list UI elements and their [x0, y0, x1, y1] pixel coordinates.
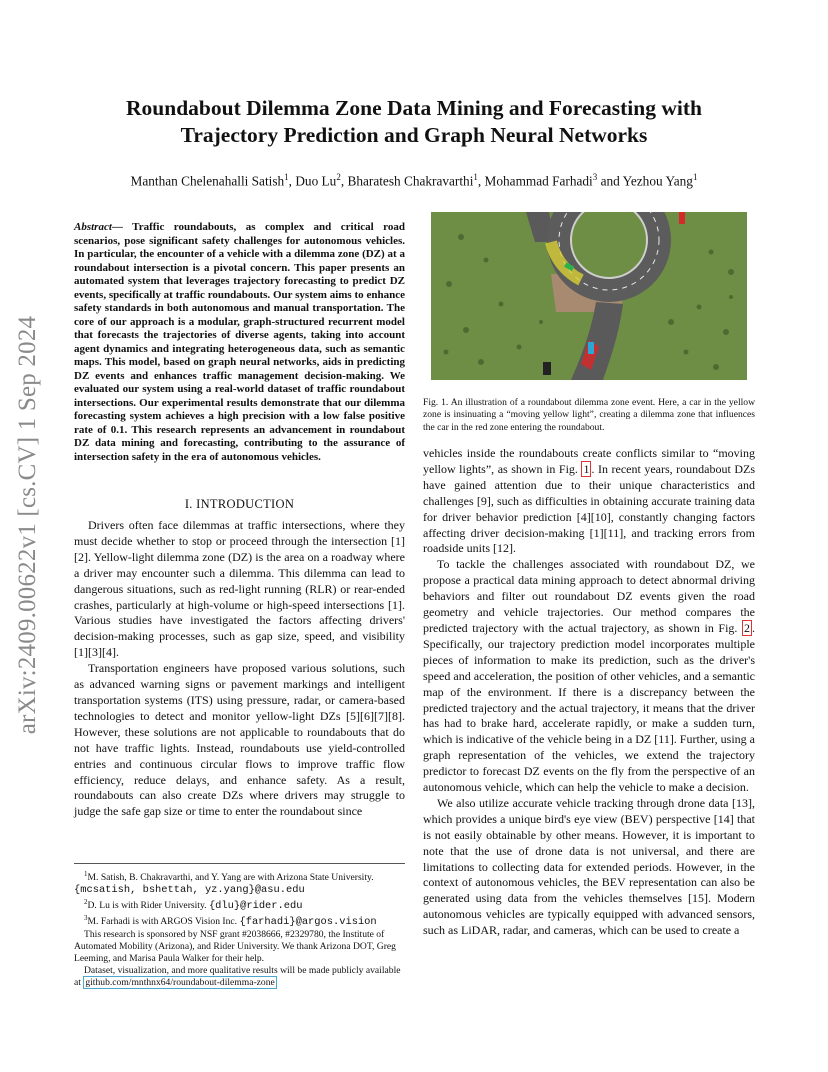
figure-caption: Fig. 1. An illustration of a roundabout dilemma zone event. Here, a car in the yellow zone is insinuating a “moving yellow light”, creating a dilemma zone that influences the car in the red zone entering the roundabout.	[423, 397, 755, 433]
footnote-text: D. Lu is with Rider University.	[87, 900, 207, 912]
footnotes	[74, 863, 405, 989]
author-name: Manthan Chelenahalli Satish	[130, 173, 285, 189]
separator: ,	[288, 173, 296, 189]
separator: ,	[477, 173, 485, 189]
abstract-label: Abstract	[74, 221, 112, 233]
abstract	[74, 221, 405, 464]
figure-reference-link[interactable]: 2	[744, 620, 751, 635]
author-list	[60, 172, 768, 189]
figure-reference-link[interactable]: 1	[583, 461, 590, 476]
separator: and	[597, 173, 623, 189]
dataset-link[interactable]: github.com/mnthnx64/roundabout-dilemma-zone	[85, 976, 275, 988]
footnote	[74, 912, 405, 928]
separator: ,	[340, 173, 348, 189]
author-name: Mohammad Farhadi	[484, 173, 593, 189]
affiliation-mark: 1	[473, 172, 478, 182]
footnote	[74, 896, 405, 912]
footnote	[74, 868, 405, 896]
dataset-note	[74, 965, 405, 989]
author-name: Yezhou Yang	[622, 173, 693, 189]
right-column-body	[423, 446, 755, 939]
paragraph	[423, 446, 755, 557]
affiliation-mark: 2	[336, 172, 341, 182]
email-address: {dlu}@rider.edu	[208, 900, 303, 913]
email-address: {mcsatish, bshettah, yz.yang}@asu.edu	[74, 884, 305, 897]
footnote-mark: 1	[84, 870, 88, 878]
footnote-text: Dataset, visualization, and more qualitative results will be made publicly available at	[74, 964, 401, 988]
paragraph-text: . In recent years, roundabout DZs have gained attention due to their unique characteristics and challenges [9], such as difficulties in obtaining accurate training data for driver behavior prediction [4][10], constantly changing factors affecting driver decision-making [1][11], and tracking errors from roadside units [12].	[423, 461, 756, 556]
paragraph-text: . Specifically, our trajectory prediction model incorporates multiple pieces of information to make its prediction, such as the driver's speed and acceleration, the position of other vehicles, and a semantic map of the environment. If there is a discrepancy between the predicted trajectory and the actual trajectory, it means that the driver has had to brake hard, accelerate rapidly, or make a sudden turn, which is indicative of the vehicle being in a DZ [11]. Further, using a graph representation of the vehicles, we extend the trajectory predictor to forecast DZ events on the fly from the perspective of an autonomous vehicle, which can help the vehicle to make a decision.	[423, 620, 756, 795]
affiliation-mark: 3	[592, 172, 598, 182]
paragraph: Drivers often face dilemmas at traffic intersections, where they must decide whether to stop or proceed through the intersection [1][2]. Yellow-light dilemma zone (DZ) is the area on a roadway where a driver may encounter such a dilemma. This dilemma can lead to dangerous situations, such as red-light running (RLR) or rear-ended crashes, particularly at high-volume or high-speed intersections [1]. Various studies have investigated the factors affecting drivers' decision-making processes, such as gap size, speed, and visibility [1][3][4].	[74, 518, 405, 660]
title-line-1: Roundabout Dilemma Zone Data Mining and Forecasting with	[126, 96, 702, 120]
email-address: {farhadi}@argos.vision	[239, 916, 377, 929]
abstract-text: — Traffic roundabouts, as complex and critical road scenarios, pose significant safety challenges for autonomous vehicles. In particular, the encounter of a vehicle with a dilemma zone (DZ) at a roundabout intersection is a pivotal concern. This paper presents an automated system that leverages trajectory forecasting to predict DZ events, specifically at traffic roundabouts. Our system aims to enhance safety standards in both autonomous and manual transportation. The core of our approach is a modular, graph-structured recurrent model that forecasts the trajectories of diverse agents, taking into account agent dynamics and integrating heterogeneous data, such as semantic maps. This model, based on graph neural networks, aids in predicting DZ events and enhances traffic management decision-making. We evaluated our system using a real-world dataset of traffic roundabout intersections. Our experimental results demonstrate that our dilemma forecasting system achieves a high precision with a low false positive rate of 0.1. This research represents an advancement in roundabout DZ data mining and forecasting, contributing to the assurance of intersection safety in the era of autonomous vehicles.	[74, 221, 405, 463]
paragraph: We also utilize accurate vehicle tracking through drone data [13], which provides a unique bird's eye view (BEV) perspective [14] that is not easily obtainable by other means. However, it is important to note that the use of drone data is not universal, and there are limitations to collecting data for extended periods. However, in the context of autonomous vehicles, the BEV representation can also be generated using data from the vehicles themselves [15]. Modern autonomous vehicles are typically equipped with advanced sensors, such as LiDAR, radar, and cameras, which can be used to create a	[423, 795, 755, 938]
footnote-mark: 2	[84, 898, 88, 907]
introduction-body	[74, 518, 405, 820]
footnote-text: M. Satish, B. Chakravarthi, and Y. Yang are with Arizona State University.	[87, 872, 374, 884]
figure-roundabout-illustration	[431, 212, 747, 380]
section-heading: I. INTRODUCTION	[184, 497, 295, 511]
paragraph	[423, 557, 755, 796]
affiliation-mark: 1	[692, 172, 698, 182]
roundabout-aerial-image	[431, 212, 747, 380]
arxiv-identifier-text: arXiv:2409.00622v1 [cs.CV] 1 Sep 2024	[14, 315, 41, 735]
title-line-2: Trajectory Prediction and Graph Neural Networks	[180, 123, 648, 147]
paragraph-text: To tackle the challenges associated with roundabout DZ, we propose a practical data mining approach to detect abnormal driving behaviors and filter out roundabout DZ events given the road geometry and vehicle trajectories. Our method compares the predicted trajectory with the actual trajectory, as shown in Fig.	[423, 557, 755, 635]
paragraph: Transportation engineers have proposed various solutions, such as advanced warning signs or pavement markings and intelligent transportation systems (ITS) using pressure, radar, or camera-based technologies to detect and monitor yellow-light DZs [5][6][7][8]. However, these solutions are not applicable to roundabouts that do not have traffic lights. Instead, roundabouts use yield-controlled entries and continuous circular flows to improve traffic flow efficiency, reduce delays, and enhance safety. As a result, roundabouts can also create DZs where drivers may struggle to judge the safe gap size or time to enter the roundabout since	[74, 661, 405, 819]
arxiv-identifier	[8, 290, 48, 760]
funding-note: This research is sponsored by NSF grant #2038666, #2329780, the Institute of Automated Mobility (Arizona), and Rider University. We thank Arizona DOT, Greg Leeming, and Marisa Paula Walker for their help.	[74, 928, 396, 964]
author-name: Duo Lu	[295, 173, 337, 189]
footnote-text: M. Farhadi is with ARGOS Vision Inc.	[87, 916, 238, 928]
affiliation-mark: 1	[284, 172, 289, 182]
paragraph-text: vehicles inside the roundabouts create conflicts similar to “moving yellow lights”, as shown in Fig.	[423, 446, 755, 476]
author-name: Bharatesh Chakravarthi	[347, 173, 474, 189]
paper-title	[60, 95, 768, 149]
footnote-mark: 3	[84, 914, 88, 923]
